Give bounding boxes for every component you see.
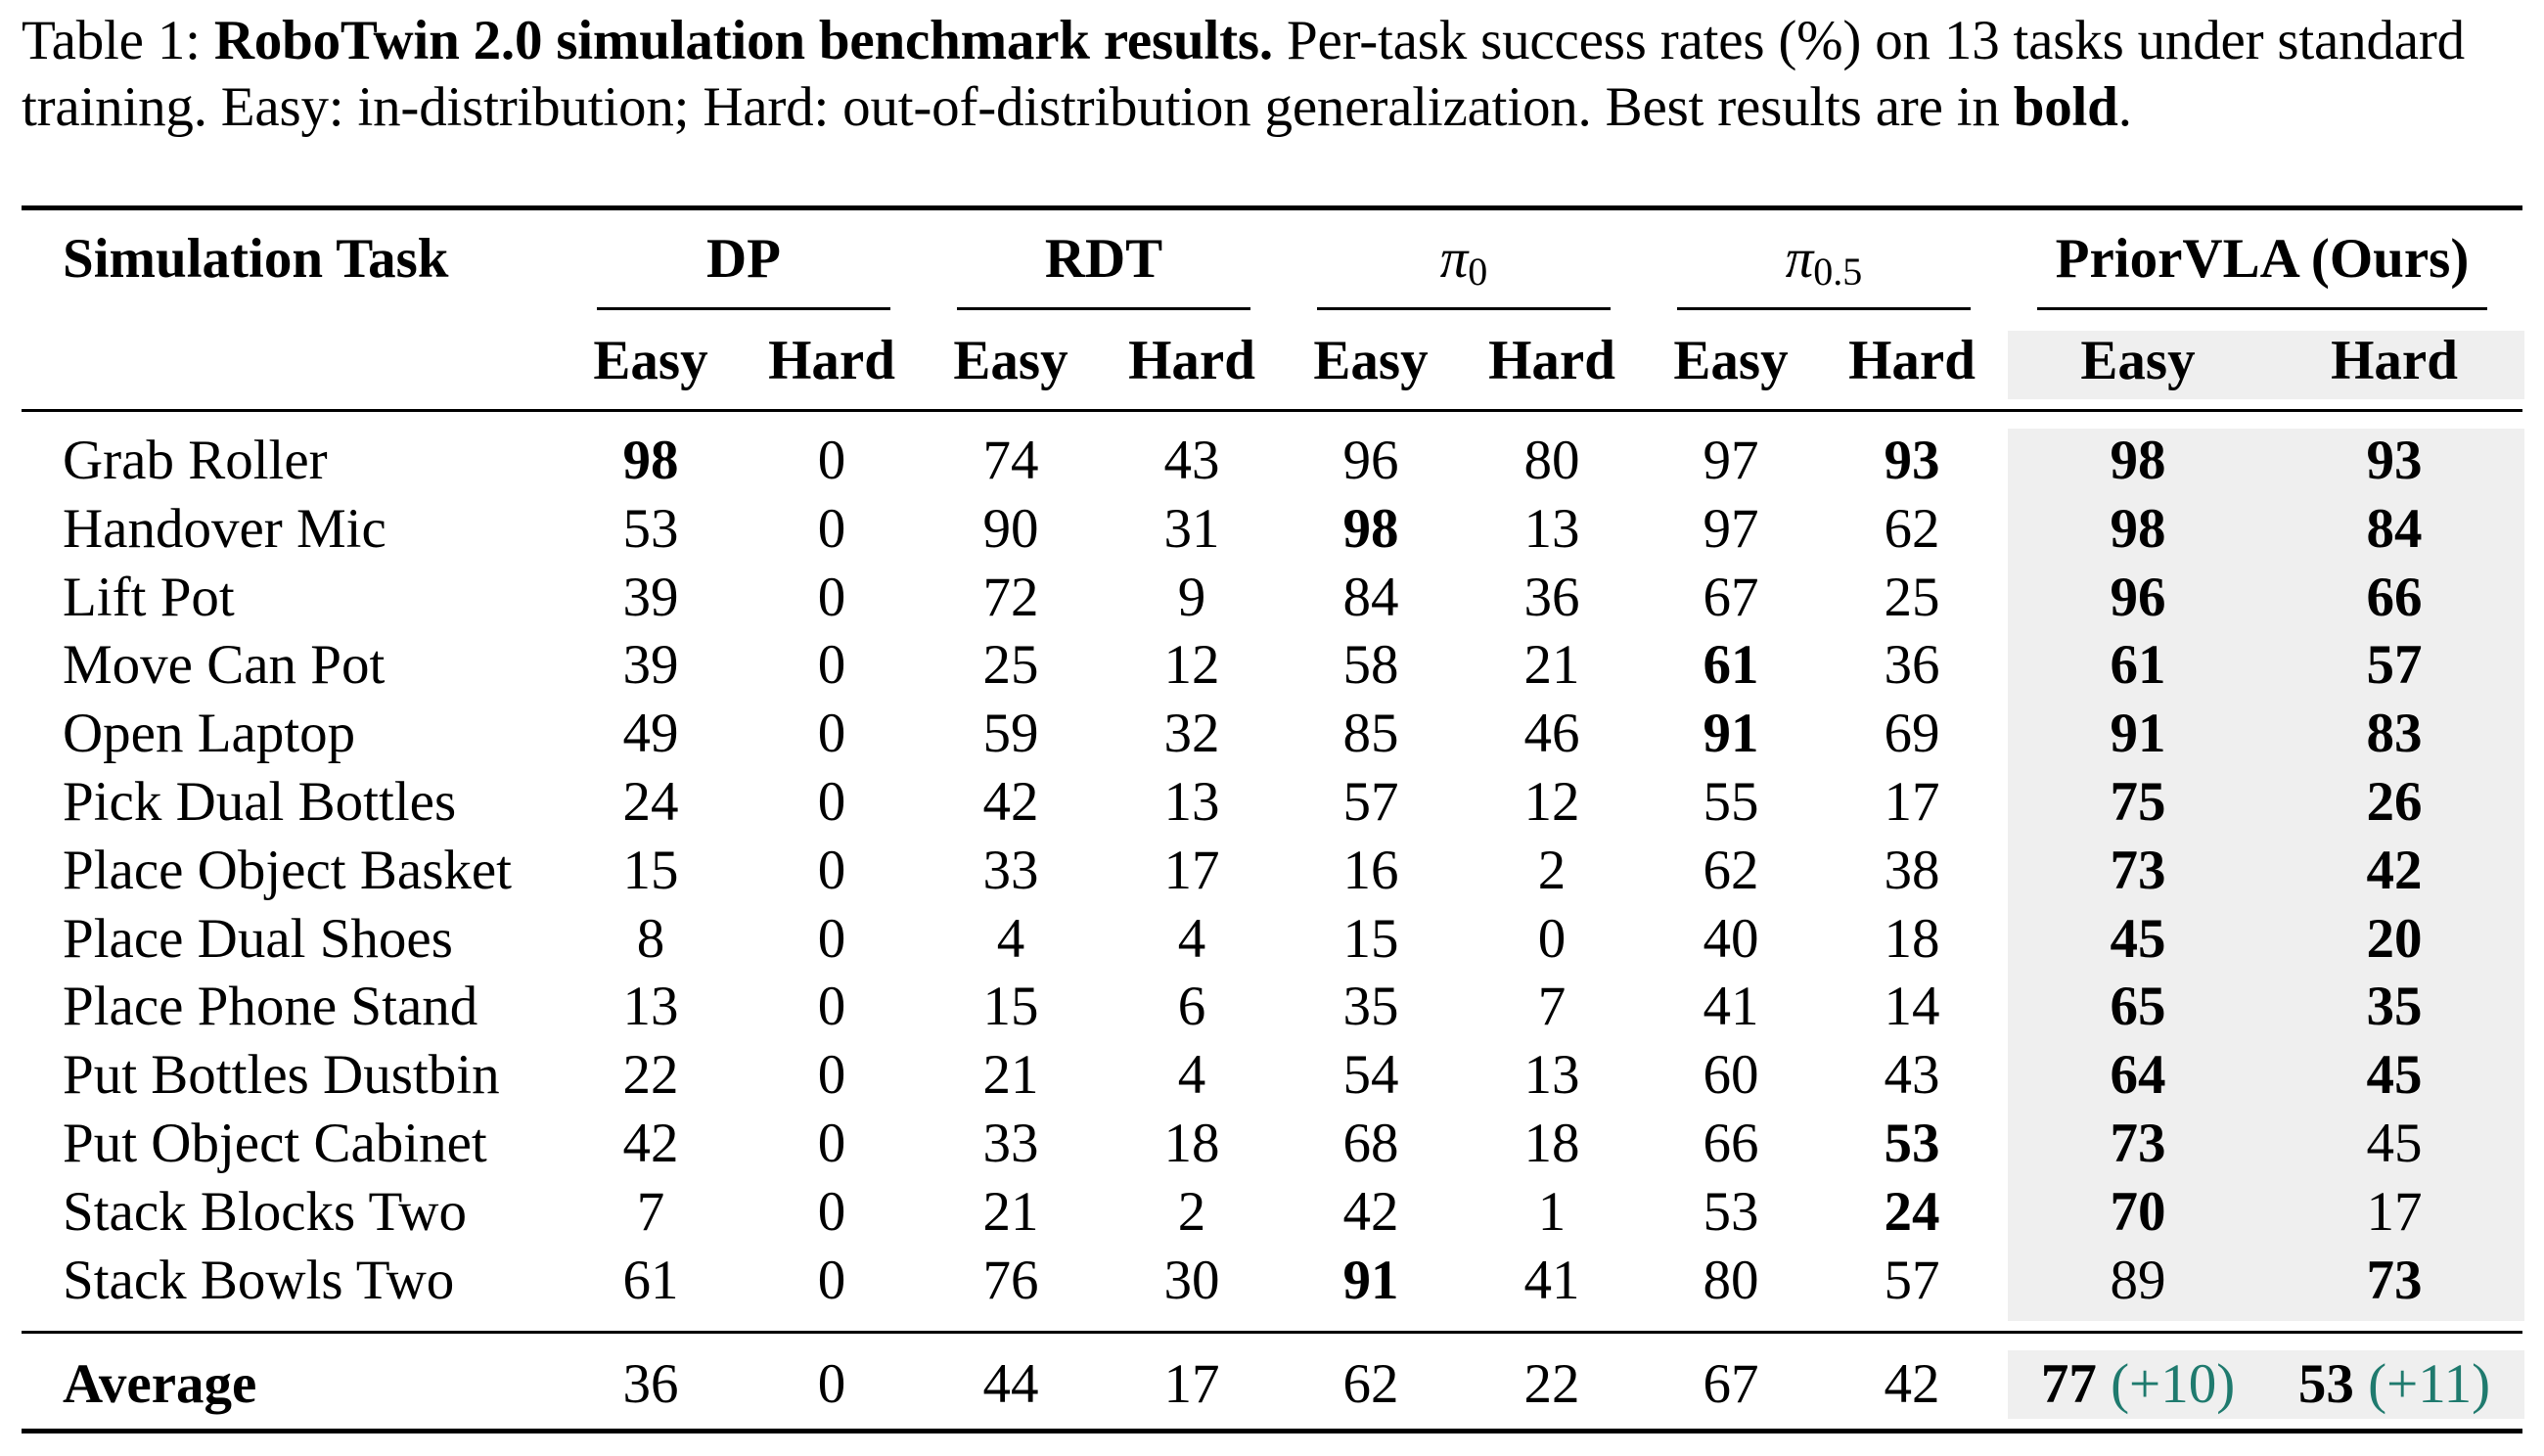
table-cell: 80 — [1523, 430, 1580, 491]
table-cell: 0 — [817, 703, 846, 764]
table-cell: 64 — [2110, 1044, 2166, 1106]
average-ours-easy: 77 (+10) — [2040, 1353, 2236, 1415]
table-cell: 96 — [1342, 430, 1399, 491]
header-rule — [22, 409, 2522, 412]
table-cell: 39 — [622, 634, 679, 696]
table-cell: 42 — [2366, 840, 2423, 901]
table-cell: 26 — [2366, 771, 2423, 833]
table-cell: 15 — [622, 840, 679, 901]
table-cell: 0 — [817, 1044, 846, 1106]
header-hard: Hard — [1488, 330, 1615, 391]
table-cell: 90 — [982, 498, 1039, 560]
average-cell: 42 — [1884, 1353, 1940, 1415]
table-cell: 0 — [817, 1250, 846, 1311]
table-cell: 49 — [622, 703, 679, 764]
table-cell: 4 — [996, 908, 1025, 970]
table-cell: 76 — [982, 1250, 1039, 1311]
table-cell: 43 — [1163, 430, 1220, 491]
table-cell: 25 — [982, 634, 1039, 696]
table-cell: 61 — [2110, 634, 2166, 696]
table-cell: 8 — [636, 908, 665, 970]
table-cell: 9 — [1177, 567, 1206, 628]
table-cell: 42 — [1342, 1181, 1399, 1243]
task-name: Place Object Basket — [63, 840, 513, 901]
table-cell: 21 — [982, 1181, 1039, 1243]
table-cell: 42 — [982, 771, 1039, 833]
caption-period: . — [2117, 76, 2132, 138]
task-name: Pick Dual Bottles — [63, 771, 457, 833]
table-cell: 98 — [2110, 430, 2166, 491]
table-cell: 91 — [1342, 1250, 1399, 1311]
average-label: Average — [63, 1353, 257, 1415]
table-cell: 97 — [1703, 430, 1759, 491]
table-cell: 13 — [1523, 498, 1580, 560]
cmidrule-pi05 — [1677, 307, 1971, 310]
header-easy: Easy — [2080, 330, 2196, 391]
table-cell: 13 — [622, 976, 679, 1037]
table-cell: 75 — [2110, 771, 2166, 833]
table-cell: 4 — [1177, 908, 1206, 970]
table-cell: 21 — [1523, 634, 1580, 696]
table-cell: 17 — [1163, 840, 1220, 901]
table-cell: 68 — [1342, 1113, 1399, 1174]
table-cell: 7 — [1537, 976, 1567, 1037]
table-cell: 62 — [1884, 498, 1940, 560]
table-cell: 98 — [1342, 498, 1399, 560]
table-cell: 1 — [1537, 1181, 1567, 1243]
average-cell: 22 — [1523, 1353, 1580, 1415]
average-cell: 62 — [1342, 1353, 1399, 1415]
table-cell: 0 — [817, 976, 846, 1037]
task-name: Stack Bowls Two — [63, 1250, 455, 1311]
table-cell: 0 — [817, 1113, 846, 1174]
cmidrule-dp — [597, 307, 890, 310]
table-cell: 67 — [1703, 567, 1759, 628]
caption-label: Table 1: — [22, 10, 214, 71]
table-cell: 80 — [1703, 1250, 1759, 1311]
table-cell: 53 — [1884, 1113, 1940, 1174]
header-pi0: $\pi_0$ — [1439, 228, 1488, 294]
table-cell: 45 — [2366, 1044, 2423, 1106]
caption-bold-word: bold — [2013, 76, 2118, 138]
table-cell: 66 — [2366, 567, 2423, 628]
table-cell: 93 — [1884, 430, 1940, 491]
ours-body-shade — [2008, 429, 2524, 1321]
table-cell: 2 — [1177, 1181, 1206, 1243]
average-ours-hard: 53 (+11) — [2297, 1353, 2491, 1415]
table-cell: 25 — [1884, 567, 1940, 628]
table-cell: 18 — [1163, 1113, 1220, 1174]
table-cell: 20 — [2366, 908, 2423, 970]
header-priorvla: PriorVLA (Ours) — [2055, 228, 2470, 290]
table-cell: 98 — [622, 430, 679, 491]
table-cell: 0 — [817, 771, 846, 833]
table-cell: 35 — [2366, 976, 2423, 1037]
header-hard: Hard — [1128, 330, 1255, 391]
table-cell: 72 — [982, 567, 1039, 628]
table-cell: 53 — [1703, 1181, 1759, 1243]
table-cell: 14 — [1884, 976, 1940, 1037]
table-cell: 58 — [1342, 634, 1399, 696]
table-cell: 0 — [817, 634, 846, 696]
task-name: Open Laptop — [63, 703, 356, 764]
header-task: Simulation Task — [63, 228, 449, 290]
table-cell: 73 — [2110, 1113, 2166, 1174]
table-cell: 85 — [1342, 703, 1399, 764]
table-cell: 24 — [622, 771, 679, 833]
table-cell: 16 — [1342, 840, 1399, 901]
table-cell: 93 — [2366, 430, 2423, 491]
table-cell: 18 — [1884, 908, 1940, 970]
header-easy: Easy — [1313, 330, 1429, 391]
table-cell: 12 — [1163, 634, 1220, 696]
header-easy: Easy — [953, 330, 1068, 391]
cmidrule-pi0 — [1317, 307, 1611, 310]
header-hard: Hard — [1848, 330, 1976, 391]
table-cell: 40 — [1703, 908, 1759, 970]
table-cell: 15 — [1342, 908, 1399, 970]
table-cell: 36 — [1523, 567, 1580, 628]
table-cell: 73 — [2366, 1250, 2423, 1311]
table-cell: 57 — [1342, 771, 1399, 833]
table-cell: 84 — [2366, 498, 2423, 560]
table-cell: 0 — [817, 908, 846, 970]
task-name: Grab Roller — [63, 430, 328, 491]
table-cell: 32 — [1163, 703, 1220, 764]
task-name: Handover Mic — [63, 498, 386, 560]
header-hard: Hard — [2331, 330, 2458, 391]
table-cell: 24 — [1884, 1181, 1940, 1243]
table-cell: 18 — [1523, 1113, 1580, 1174]
table-cell: 7 — [636, 1181, 665, 1243]
table-cell: 4 — [1177, 1044, 1206, 1106]
header-easy: Easy — [593, 330, 708, 391]
table-cell: 42 — [622, 1113, 679, 1174]
caption-text: Per-task success rates (%) on 13 tasks under standard training. Easy: in-distribution; Hard: out-of-distribution generalization. Best results are in — [22, 10, 2465, 138]
table-cell: 57 — [1884, 1250, 1940, 1311]
task-name: Place Phone Stand — [63, 976, 478, 1037]
table-cell: 2 — [1537, 840, 1567, 901]
table-cell: 22 — [622, 1044, 679, 1106]
table-cell: 33 — [982, 840, 1039, 901]
task-name: Put Object Cabinet — [63, 1113, 487, 1174]
header-hard: Hard — [768, 330, 895, 391]
task-name: Stack Blocks Two — [63, 1181, 467, 1243]
table-cell: 45 — [2110, 908, 2166, 970]
table-cell: 6 — [1177, 976, 1206, 1037]
table-cell: 30 — [1163, 1250, 1220, 1311]
table-cell: 98 — [2110, 498, 2166, 560]
table-cell: 59 — [982, 703, 1039, 764]
table-cell: 62 — [1703, 840, 1759, 901]
table-cell: 97 — [1703, 498, 1759, 560]
table-cell: 13 — [1523, 1044, 1580, 1106]
table-cell: 15 — [982, 976, 1039, 1037]
table-cell: 0 — [817, 498, 846, 560]
table-cell: 35 — [1342, 976, 1399, 1037]
table-cell: 36 — [1884, 634, 1940, 696]
table-cell: 60 — [1703, 1044, 1759, 1106]
table-cell: 96 — [2110, 567, 2166, 628]
table-cell: 55 — [1703, 771, 1759, 833]
table-cell: 0 — [817, 567, 846, 628]
table-cell: 46 — [1523, 703, 1580, 764]
table-cell: 61 — [622, 1250, 679, 1311]
task-name: Place Dual Shoes — [63, 908, 453, 970]
table-cell: 74 — [982, 430, 1039, 491]
table-cell: 45 — [2366, 1113, 2423, 1174]
table-cell: 41 — [1703, 976, 1759, 1037]
task-name: Move Can Pot — [63, 634, 386, 696]
table-cell: 91 — [1703, 703, 1759, 764]
table-caption — [22, 8, 2522, 141]
table-cell: 84 — [1342, 567, 1399, 628]
header-dp: DP — [706, 228, 781, 290]
task-name: Lift Pot — [63, 567, 235, 628]
average-cell: 0 — [817, 1353, 846, 1415]
header-pi05: $\pi_{0.5}$ — [1785, 228, 1863, 294]
average-cell: 67 — [1703, 1353, 1759, 1415]
header-rdt: RDT — [1044, 228, 1163, 290]
table-cell: 53 — [622, 498, 679, 560]
average-cell: 36 — [622, 1353, 679, 1415]
table-cell: 61 — [1703, 634, 1759, 696]
cmidrule-ours — [2037, 307, 2487, 310]
table-cell: 89 — [2110, 1250, 2166, 1311]
table-cell: 12 — [1523, 771, 1580, 833]
bottom-rule — [22, 1429, 2522, 1433]
top-rule — [22, 205, 2522, 210]
average-rule — [22, 1331, 2522, 1334]
table-cell: 54 — [1342, 1044, 1399, 1106]
table-cell: 17 — [1884, 771, 1940, 833]
table-cell: 0 — [817, 1181, 846, 1243]
table-cell: 41 — [1523, 1250, 1580, 1311]
average-cell: 17 — [1163, 1353, 1220, 1415]
table-cell: 0 — [1537, 908, 1567, 970]
table-cell: 31 — [1163, 498, 1220, 560]
table-cell: 0 — [817, 840, 846, 901]
table-cell: 91 — [2110, 703, 2166, 764]
table-cell: 21 — [982, 1044, 1039, 1106]
header-easy: Easy — [1673, 330, 1789, 391]
table-cell: 70 — [2110, 1181, 2166, 1243]
table-cell: 65 — [2110, 976, 2166, 1037]
table-cell: 13 — [1163, 771, 1220, 833]
caption-title: RoboTwin 2.0 simulation benchmark results. — [213, 10, 1273, 71]
table-cell: 0 — [817, 430, 846, 491]
table-cell: 57 — [2366, 634, 2423, 696]
table-cell: 66 — [1703, 1113, 1759, 1174]
table-cell: 17 — [2366, 1181, 2423, 1243]
table-cell: 69 — [1884, 703, 1940, 764]
table-cell: 39 — [622, 567, 679, 628]
average-cell: 44 — [982, 1353, 1039, 1415]
task-name: Put Bottles Dustbin — [63, 1044, 500, 1106]
table-cell: 43 — [1884, 1044, 1940, 1106]
table-cell: 38 — [1884, 840, 1940, 901]
table-cell: 73 — [2110, 840, 2166, 901]
table-cell: 83 — [2366, 703, 2423, 764]
cmidrule-rdt — [957, 307, 1250, 310]
table-cell: 33 — [982, 1113, 1039, 1174]
